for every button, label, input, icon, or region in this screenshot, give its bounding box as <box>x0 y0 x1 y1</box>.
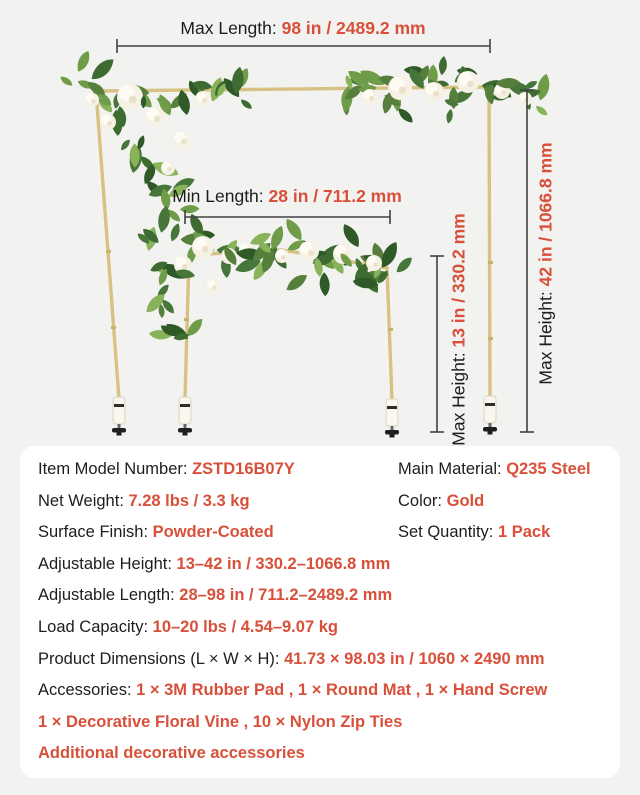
spec-surface-finish <box>38 523 274 541</box>
net-weight-label: Net Weight: <box>38 491 129 510</box>
spec-row-accessories <box>38 675 602 707</box>
spec-color <box>398 486 484 518</box>
min-length-dimension-label <box>137 186 437 207</box>
accessories-value: 1 × 3M Rubber Pad , 1 × Round Mat , 1 × Hand Screw <box>136 681 548 700</box>
table-clamp <box>112 397 126 436</box>
load-capacity-value: 10–20 lbs / 4.54–9.07 kg <box>152 617 338 636</box>
accessories-label: Accessories: <box>38 681 137 700</box>
spec-row-adjustable-length <box>38 580 602 612</box>
spec-main-material <box>398 454 591 486</box>
adjustable-length-label: Adjustable Length: <box>38 586 180 605</box>
specifications-card <box>20 446 620 778</box>
adjustable-length-value: 28–98 in / 711.2–2489.2 mm <box>179 586 393 605</box>
product-dimensions-value: 41.73 × 98.03 in / 1060 × 2490 mm <box>284 649 545 668</box>
spec-row-load-capacity <box>38 612 602 644</box>
spec-row-adjustable-height <box>38 549 602 581</box>
max-height-back-label-text: Max Height: <box>535 286 556 385</box>
spec-row-weight-color <box>38 486 602 518</box>
table-clamp <box>385 399 399 438</box>
max-length-label-text: Max Length: <box>180 18 282 38</box>
max-height-front-value-text: 13 in / 330.2 mm <box>448 213 469 348</box>
item-model-label: Item Model Number: <box>38 460 193 478</box>
min-arch-right-pole <box>387 268 392 400</box>
net-weight-value: 7.28 lbs / 3.3 kg <box>128 491 250 510</box>
table-clamp <box>178 397 192 436</box>
color-value: Gold <box>446 491 485 510</box>
spec-item-model <box>38 460 295 478</box>
max-height-front-dimension-label <box>449 205 470 455</box>
spec-set-quantity <box>398 517 550 549</box>
set-quantity-label: Set Quantity: <box>398 523 498 542</box>
main-material-label: Main Material: <box>398 460 507 478</box>
max-arch-right-pole <box>489 87 490 398</box>
spec-row-accessories-line2 <box>38 707 602 739</box>
spec-row-accessories-line3 <box>38 738 602 770</box>
max-height-back-dimension-line <box>520 90 534 432</box>
color-label: Color: <box>398 491 447 510</box>
set-quantity-value: 1 Pack <box>497 523 551 542</box>
spec-row-model-material <box>38 454 602 486</box>
main-material-value: Q235 Steel <box>506 460 591 478</box>
max-arch-left-pole <box>96 91 119 399</box>
adjustable-height-label: Adjustable Height: <box>38 554 177 573</box>
spec-row-finish-quantity <box>38 517 602 549</box>
max-height-back-value-text: 42 in / 1066.8 mm <box>535 142 556 287</box>
spec-row-product-dimensions <box>38 644 602 676</box>
table-clamp <box>483 396 497 435</box>
adjustable-height-value: 13–42 in / 330.2–1066.8 mm <box>176 554 391 573</box>
load-capacity-label: Load Capacity: <box>38 617 153 636</box>
surface-finish-label: Surface Finish: <box>38 523 153 542</box>
max-height-front-label-text: Max Height: <box>448 347 469 446</box>
product-dimensions-label: Product Dimensions (L × W × H): <box>38 649 285 668</box>
accessories-line3-value: Additional decorative accessories <box>38 744 305 763</box>
spec-net-weight <box>38 492 250 510</box>
max-height-back-dimension-label <box>536 124 557 404</box>
item-model-value: ZSTD16B07Y <box>192 460 295 478</box>
max-length-dimension-line <box>117 39 490 53</box>
max-height-front-dimension-line <box>430 256 444 432</box>
max-length-value-text: 98 in / 2489.2 mm <box>281 18 426 38</box>
min-length-label-text: Min Length: <box>172 186 269 206</box>
surface-finish-value: Powder-Coated <box>152 523 274 542</box>
accessories-line2-value: 1 × Decorative Floral Vine , 10 × Nylon Zip Ties <box>38 712 403 731</box>
min-length-value-text: 28 in / 711.2 mm <box>268 186 402 206</box>
max-length-dimension-label <box>103 18 503 39</box>
floral-min-arch-left <box>137 205 290 345</box>
